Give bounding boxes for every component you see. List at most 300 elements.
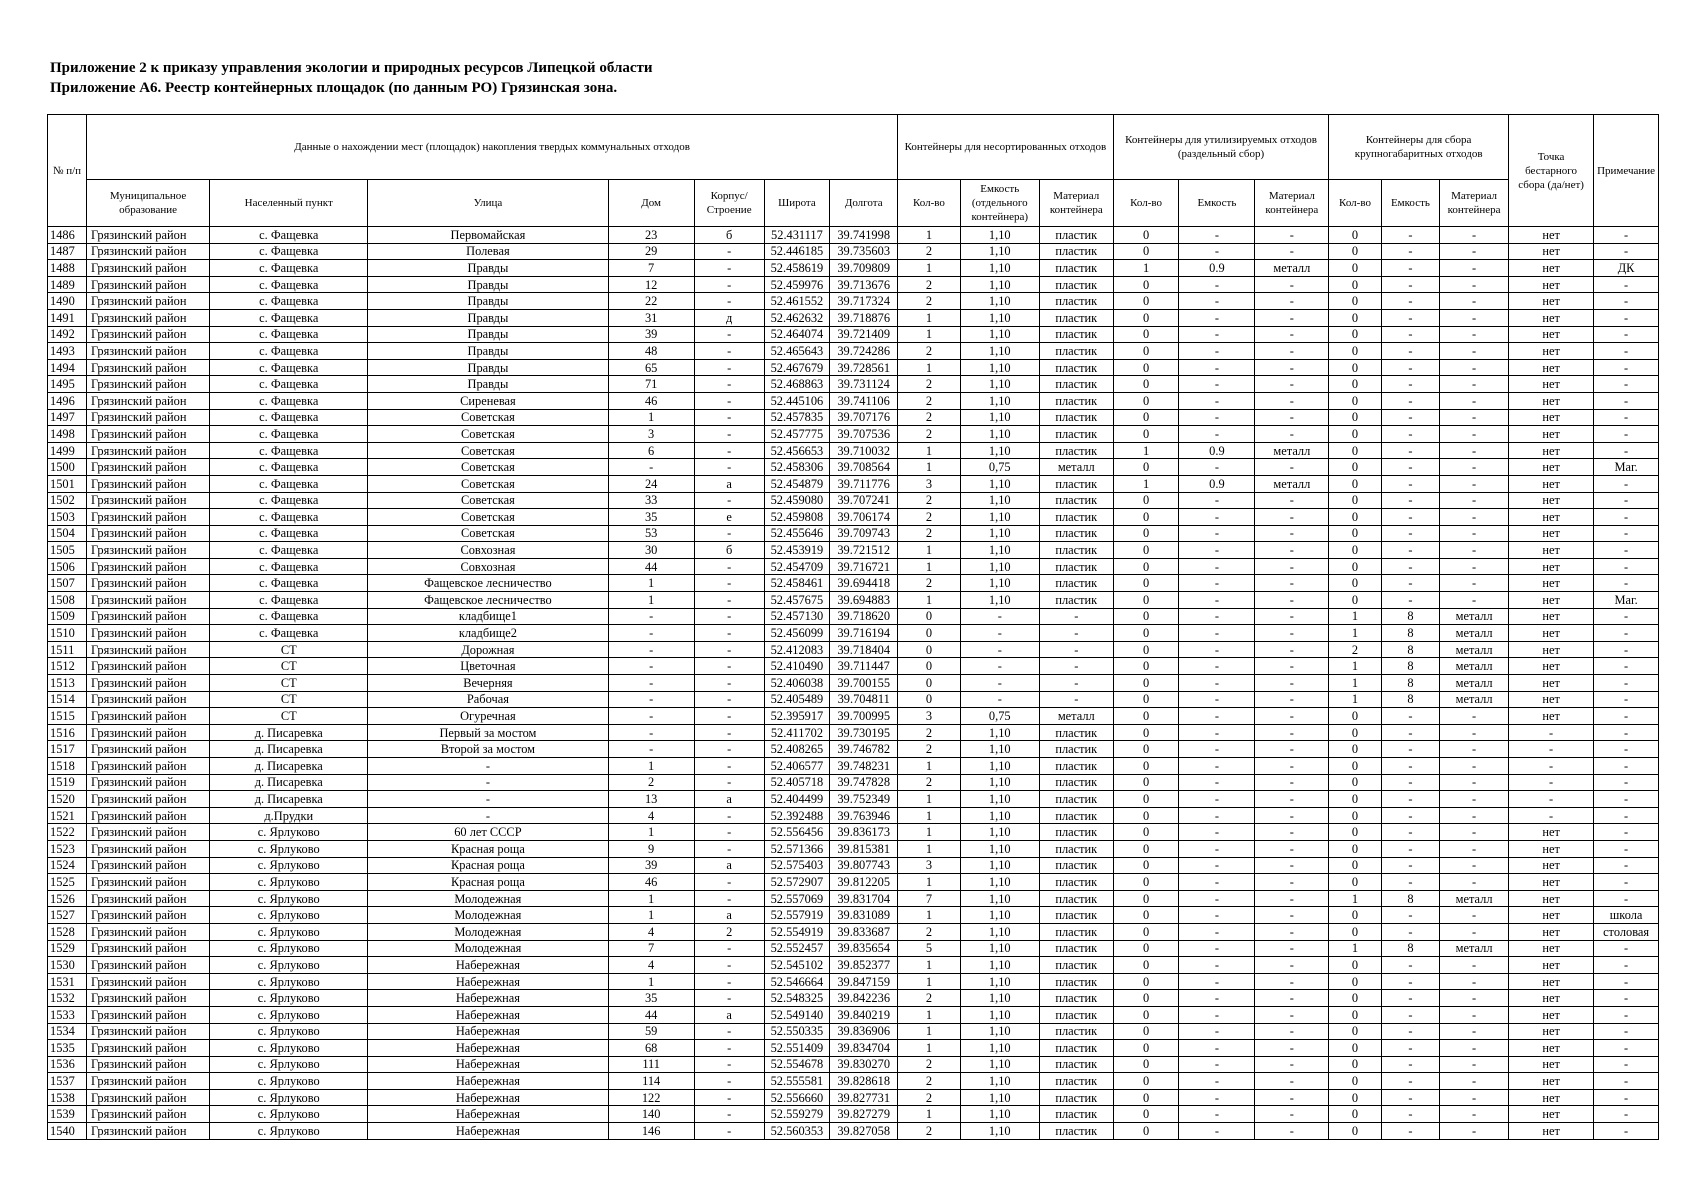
- table-row: [48, 1089, 1659, 1106]
- cell-u-material: пластик: [1039, 1056, 1113, 1073]
- cell-street: Правды: [368, 293, 608, 310]
- cell-u-material: пластик: [1039, 309, 1113, 326]
- cell-note: -: [1594, 824, 1659, 841]
- cell-municipality: Грязинский район: [87, 824, 210, 841]
- cell-r-count: 0: [1113, 824, 1179, 841]
- table-row: [48, 774, 1659, 791]
- cell-municipality: Грязинский район: [87, 741, 210, 758]
- cell-b-count: 0: [1329, 758, 1381, 775]
- cell-bagless: нет: [1508, 990, 1593, 1007]
- cell-street: Первомайская: [368, 227, 608, 244]
- cell-settlement: с. Фащевка: [210, 542, 368, 559]
- cell-note: -: [1594, 575, 1659, 592]
- cell-b-material: -: [1440, 475, 1509, 492]
- cell-r-material: -: [1255, 558, 1329, 575]
- cell-b-capacity: -: [1381, 475, 1440, 492]
- cell-lon: 39.706174: [830, 509, 898, 526]
- cell-street: Огуречная: [368, 708, 608, 725]
- cell-u-capacity: 1,10: [960, 409, 1039, 426]
- cell-r-material: металл: [1255, 442, 1329, 459]
- cell-r-count: 0: [1113, 309, 1179, 326]
- cell-building: -: [694, 675, 764, 692]
- table-row: [48, 376, 1659, 393]
- cell-house: 7: [608, 940, 694, 957]
- cell-street: Первый за мостом: [368, 724, 608, 741]
- cell-house: 140: [608, 1106, 694, 1123]
- cell-bagless: нет: [1508, 973, 1593, 990]
- cell-note: -: [1594, 890, 1659, 907]
- cell-num: 1528: [48, 923, 87, 940]
- table-row: [48, 459, 1659, 476]
- cell-building: -: [694, 874, 764, 891]
- cell-street: Набережная: [368, 957, 608, 974]
- cell-u-material: пластик: [1039, 227, 1113, 244]
- cell-r-count: 0: [1113, 492, 1179, 509]
- cell-num: 1502: [48, 492, 87, 509]
- cell-settlement: с. Фащевка: [210, 309, 368, 326]
- cell-u-count: 2: [898, 293, 961, 310]
- cell-r-material: -: [1255, 957, 1329, 974]
- cell-r-capacity: -: [1179, 957, 1255, 974]
- cell-r-material: -: [1255, 392, 1329, 409]
- cell-u-material: пластик: [1039, 857, 1113, 874]
- cell-r-material: металл: [1255, 475, 1329, 492]
- cell-lat: 52.406577: [764, 758, 830, 775]
- cell-b-capacity: -: [1381, 509, 1440, 526]
- cell-r-count: 0: [1113, 293, 1179, 310]
- cell-b-material: металл: [1440, 625, 1509, 642]
- cell-r-count: 0: [1113, 691, 1179, 708]
- cell-u-material: пластик: [1039, 774, 1113, 791]
- cell-note: -: [1594, 542, 1659, 559]
- cell-u-capacity: 1,10: [960, 475, 1039, 492]
- cell-u-capacity: 1,10: [960, 525, 1039, 542]
- cell-num: 1491: [48, 309, 87, 326]
- cell-bagless: нет: [1508, 1073, 1593, 1090]
- cell-r-count: 0: [1113, 840, 1179, 857]
- cell-street: кладбище1: [368, 608, 608, 625]
- cell-r-material: -: [1255, 309, 1329, 326]
- cell-u-count: 1: [898, 592, 961, 609]
- cell-bagless: нет: [1508, 309, 1593, 326]
- cell-building: а: [694, 857, 764, 874]
- cell-r-count: 0: [1113, 791, 1179, 808]
- cell-note: -: [1594, 326, 1659, 343]
- cell-municipality: Грязинский район: [87, 940, 210, 957]
- cell-b-capacity: -: [1381, 973, 1440, 990]
- cell-u-material: пластик: [1039, 1089, 1113, 1106]
- cell-note: -: [1594, 1089, 1659, 1106]
- table-row: [48, 824, 1659, 841]
- cell-r-material: -: [1255, 907, 1329, 924]
- cell-note: -: [1594, 840, 1659, 857]
- cell-municipality: Грязинский район: [87, 724, 210, 741]
- cell-num: 1515: [48, 708, 87, 725]
- cell-r-count: 1: [1113, 442, 1179, 459]
- cell-building: -: [694, 459, 764, 476]
- cell-municipality: Грязинский район: [87, 409, 210, 426]
- cell-lon: 39.834704: [830, 1040, 898, 1057]
- cell-r-capacity: -: [1179, 874, 1255, 891]
- cell-b-material: -: [1440, 227, 1509, 244]
- cell-bagless: нет: [1508, 840, 1593, 857]
- cell-settlement: с. Фащевка: [210, 625, 368, 642]
- cell-b-capacity: -: [1381, 426, 1440, 443]
- cell-municipality: Грязинский район: [87, 990, 210, 1007]
- cell-r-count: 0: [1113, 1073, 1179, 1090]
- cell-bagless: нет: [1508, 907, 1593, 924]
- col-r-count: Кол-во: [1113, 180, 1179, 227]
- cell-building: д: [694, 309, 764, 326]
- cell-municipality: Грязинский район: [87, 326, 210, 343]
- col-building: Корпус/ Строение: [694, 180, 764, 227]
- cell-note: -: [1594, 973, 1659, 990]
- cell-bagless: нет: [1508, 691, 1593, 708]
- cell-lon: 39.747828: [830, 774, 898, 791]
- cell-b-material: -: [1440, 1073, 1509, 1090]
- table-row: [48, 509, 1659, 526]
- table-row: [48, 724, 1659, 741]
- cell-house: -: [608, 641, 694, 658]
- cell-lat: 52.457775: [764, 426, 830, 443]
- cell-building: -: [694, 1023, 764, 1040]
- cell-street: Молодежная: [368, 890, 608, 907]
- table-row: [48, 243, 1659, 260]
- cell-street: Красная роща: [368, 857, 608, 874]
- cell-bagless: нет: [1508, 276, 1593, 293]
- cell-house: -: [608, 459, 694, 476]
- cell-lon: 39.700155: [830, 675, 898, 692]
- cell-lon: 39.840219: [830, 1006, 898, 1023]
- cell-num: 1538: [48, 1089, 87, 1106]
- cell-num: 1524: [48, 857, 87, 874]
- cell-house: 71: [608, 376, 694, 393]
- cell-r-count: 0: [1113, 708, 1179, 725]
- cell-b-material: -: [1440, 309, 1509, 326]
- cell-municipality: Грязинский район: [87, 641, 210, 658]
- cell-r-count: 0: [1113, 1056, 1179, 1073]
- cell-b-count: 2: [1329, 641, 1381, 658]
- cell-b-count: 0: [1329, 525, 1381, 542]
- cell-u-material: пластик: [1039, 343, 1113, 360]
- cell-u-count: 2: [898, 1089, 961, 1106]
- cell-lat: 52.457835: [764, 409, 830, 426]
- cell-u-count: 1: [898, 907, 961, 924]
- cell-b-capacity: -: [1381, 227, 1440, 244]
- cell-lon: 39.827058: [830, 1123, 898, 1140]
- cell-b-count: 0: [1329, 227, 1381, 244]
- cell-note: -: [1594, 691, 1659, 708]
- cell-lon: 39.707241: [830, 492, 898, 509]
- cell-u-capacity: 1,10: [960, 1073, 1039, 1090]
- cell-b-count: 0: [1329, 392, 1381, 409]
- cell-lat: 52.550335: [764, 1023, 830, 1040]
- table-row: [48, 276, 1659, 293]
- cell-r-capacity: -: [1179, 857, 1255, 874]
- cell-r-count: 0: [1113, 575, 1179, 592]
- col-num: № п/п: [48, 115, 87, 227]
- cell-house: 44: [608, 1006, 694, 1023]
- cell-r-capacity: -: [1179, 840, 1255, 857]
- cell-municipality: Грязинский район: [87, 392, 210, 409]
- cell-r-material: -: [1255, 857, 1329, 874]
- cell-lon: 39.711447: [830, 658, 898, 675]
- cell-lon: 39.708564: [830, 459, 898, 476]
- cell-lat: 52.546664: [764, 973, 830, 990]
- cell-municipality: Грязинский район: [87, 243, 210, 260]
- cell-note: -: [1594, 874, 1659, 891]
- cell-house: 68: [608, 1040, 694, 1057]
- cell-settlement: СТ: [210, 708, 368, 725]
- cell-note: Маг.: [1594, 459, 1659, 476]
- cell-b-material: -: [1440, 741, 1509, 758]
- cell-r-count: 0: [1113, 1023, 1179, 1040]
- cell-b-material: -: [1440, 1106, 1509, 1123]
- cell-u-capacity: 1,10: [960, 293, 1039, 310]
- cell-b-material: металл: [1440, 890, 1509, 907]
- cell-u-capacity: 1,10: [960, 907, 1039, 924]
- cell-street: Красная роща: [368, 874, 608, 891]
- cell-r-material: -: [1255, 276, 1329, 293]
- table-row: [48, 675, 1659, 692]
- cell-settlement: с. Фащевка: [210, 525, 368, 542]
- cell-r-material: -: [1255, 243, 1329, 260]
- table-row: [48, 343, 1659, 360]
- cell-street: -: [368, 758, 608, 775]
- cell-u-material: пластик: [1039, 442, 1113, 459]
- cell-settlement: с. Фащевка: [210, 442, 368, 459]
- cell-b-count: 0: [1329, 243, 1381, 260]
- cell-settlement: с. Ярлуково: [210, 1056, 368, 1073]
- cell-u-material: пластик: [1039, 990, 1113, 1007]
- cell-b-count: 0: [1329, 509, 1381, 526]
- cell-r-material: -: [1255, 509, 1329, 526]
- cell-r-material: -: [1255, 293, 1329, 310]
- cell-b-capacity: -: [1381, 492, 1440, 509]
- cell-r-material: -: [1255, 890, 1329, 907]
- cell-r-capacity: -: [1179, 575, 1255, 592]
- cell-b-count: 0: [1329, 990, 1381, 1007]
- cell-lat: 52.572907: [764, 874, 830, 891]
- cell-num: 1520: [48, 791, 87, 808]
- cell-lat: 52.457675: [764, 592, 830, 609]
- cell-b-count: 0: [1329, 807, 1381, 824]
- cell-num: 1504: [48, 525, 87, 542]
- cell-building: -: [694, 492, 764, 509]
- cell-r-capacity: -: [1179, 807, 1255, 824]
- table-row: [48, 608, 1659, 625]
- cell-settlement: с. Ярлуково: [210, 940, 368, 957]
- table-row: [48, 227, 1659, 244]
- cell-r-capacity: -: [1179, 1056, 1255, 1073]
- cell-b-capacity: -: [1381, 459, 1440, 476]
- cell-building: а: [694, 1006, 764, 1023]
- cell-lon: 39.721512: [830, 542, 898, 559]
- cell-u-capacity: 1,10: [960, 774, 1039, 791]
- cell-bagless: -: [1508, 758, 1593, 775]
- cell-num: 1509: [48, 608, 87, 625]
- cell-street: Сиреневая: [368, 392, 608, 409]
- cell-settlement: с. Фащевка: [210, 575, 368, 592]
- cell-u-material: -: [1039, 658, 1113, 675]
- cell-street: Совхозная: [368, 558, 608, 575]
- cell-lat: 52.408265: [764, 741, 830, 758]
- cell-building: -: [694, 260, 764, 277]
- cell-municipality: Грязинский район: [87, 923, 210, 940]
- cell-b-capacity: -: [1381, 857, 1440, 874]
- table-row: [48, 940, 1659, 957]
- cell-u-count: 2: [898, 525, 961, 542]
- cell-house: 35: [608, 990, 694, 1007]
- cell-num: 1495: [48, 376, 87, 393]
- cell-u-count: 1: [898, 1040, 961, 1057]
- cell-u-material: пластик: [1039, 326, 1113, 343]
- col-u-material: Материал контейнера: [1039, 180, 1113, 227]
- cell-building: -: [694, 392, 764, 409]
- cell-b-material: -: [1440, 392, 1509, 409]
- cell-house: 30: [608, 542, 694, 559]
- cell-bagless: нет: [1508, 376, 1593, 393]
- cell-u-capacity: -: [960, 625, 1039, 642]
- cell-b-material: -: [1440, 1089, 1509, 1106]
- table-row: [48, 525, 1659, 542]
- cell-u-count: 0: [898, 691, 961, 708]
- cell-street: Молодежная: [368, 940, 608, 957]
- cell-lat: 52.455646: [764, 525, 830, 542]
- cell-u-capacity: 1,10: [960, 724, 1039, 741]
- cell-r-material: -: [1255, 807, 1329, 824]
- cell-bagless: нет: [1508, 625, 1593, 642]
- cell-house: -: [608, 675, 694, 692]
- cell-lat: 52.556456: [764, 824, 830, 841]
- cell-municipality: Грязинский район: [87, 1073, 210, 1090]
- table-row: [48, 957, 1659, 974]
- cell-b-count: 0: [1329, 426, 1381, 443]
- cell-u-material: пластик: [1039, 575, 1113, 592]
- cell-municipality: Грязинский район: [87, 840, 210, 857]
- cell-building: -: [694, 608, 764, 625]
- cell-r-capacity: -: [1179, 658, 1255, 675]
- table-row: [48, 359, 1659, 376]
- cell-settlement: с. Фащевка: [210, 359, 368, 376]
- cell-building: -: [694, 758, 764, 775]
- cell-u-material: -: [1039, 691, 1113, 708]
- cell-b-material: -: [1440, 708, 1509, 725]
- cell-u-count: 0: [898, 675, 961, 692]
- cell-bagless: нет: [1508, 509, 1593, 526]
- cell-u-capacity: 1,10: [960, 509, 1039, 526]
- cell-r-capacity: -: [1179, 1123, 1255, 1140]
- cell-house: 1: [608, 907, 694, 924]
- cell-note: -: [1594, 758, 1659, 775]
- cell-u-material: пластик: [1039, 840, 1113, 857]
- cell-bagless: нет: [1508, 392, 1593, 409]
- cell-municipality: Грязинский район: [87, 973, 210, 990]
- cell-lon: 39.716194: [830, 625, 898, 642]
- cell-house: -: [608, 608, 694, 625]
- cell-b-count: 0: [1329, 492, 1381, 509]
- cell-street: -: [368, 791, 608, 808]
- cell-bagless: -: [1508, 724, 1593, 741]
- cell-building: -: [694, 824, 764, 841]
- cell-lat: 52.404499: [764, 791, 830, 808]
- cell-num: 1486: [48, 227, 87, 244]
- cell-settlement: с. Фащевка: [210, 260, 368, 277]
- cell-lon: 39.752349: [830, 791, 898, 808]
- cell-r-capacity: -: [1179, 426, 1255, 443]
- cell-u-count: 2: [898, 376, 961, 393]
- cell-bagless: нет: [1508, 874, 1593, 891]
- cell-b-count: 0: [1329, 326, 1381, 343]
- cell-house: 4: [608, 923, 694, 940]
- cell-u-count: 2: [898, 392, 961, 409]
- cell-u-material: пластик: [1039, 758, 1113, 775]
- cell-bagless: нет: [1508, 575, 1593, 592]
- cell-street: Набережная: [368, 1073, 608, 1090]
- cell-house: 24: [608, 475, 694, 492]
- cell-lon: 39.694883: [830, 592, 898, 609]
- cell-lat: 52.405718: [764, 774, 830, 791]
- cell-municipality: Грязинский район: [87, 608, 210, 625]
- cell-b-material: -: [1440, 575, 1509, 592]
- cell-lon: 39.833687: [830, 923, 898, 940]
- cell-note: -: [1594, 426, 1659, 443]
- cell-u-count: 1: [898, 359, 961, 376]
- table-row: [48, 1073, 1659, 1090]
- cell-lat: 52.405489: [764, 691, 830, 708]
- cell-b-capacity: 8: [1381, 675, 1440, 692]
- cell-settlement: с. Ярлуково: [210, 907, 368, 924]
- cell-u-count: 1: [898, 227, 961, 244]
- cell-r-capacity: -: [1179, 724, 1255, 741]
- cell-municipality: Грязинский район: [87, 1089, 210, 1106]
- cell-house: 44: [608, 558, 694, 575]
- cell-lon: 39.812205: [830, 874, 898, 891]
- cell-num: 1508: [48, 592, 87, 609]
- cell-b-count: 0: [1329, 774, 1381, 791]
- cell-b-count: 0: [1329, 558, 1381, 575]
- cell-r-material: -: [1255, 990, 1329, 1007]
- cell-u-capacity: 1,10: [960, 840, 1039, 857]
- cell-street: Набережная: [368, 990, 608, 1007]
- cell-num: 1536: [48, 1056, 87, 1073]
- cell-municipality: Грязинский район: [87, 957, 210, 974]
- cell-r-capacity: -: [1179, 923, 1255, 940]
- cell-note: -: [1594, 475, 1659, 492]
- cell-house: 29: [608, 243, 694, 260]
- cell-r-count: 0: [1113, 392, 1179, 409]
- cell-house: 1: [608, 592, 694, 609]
- cell-b-capacity: -: [1381, 309, 1440, 326]
- table-row: [48, 426, 1659, 443]
- cell-lon: 39.710032: [830, 442, 898, 459]
- cell-u-capacity: 1,10: [960, 426, 1039, 443]
- cell-b-capacity: 8: [1381, 641, 1440, 658]
- cell-r-count: 0: [1113, 973, 1179, 990]
- cell-street: Советская: [368, 492, 608, 509]
- cell-b-material: -: [1440, 592, 1509, 609]
- cell-u-material: пластик: [1039, 426, 1113, 443]
- cell-lon: 39.721409: [830, 326, 898, 343]
- cell-house: 48: [608, 343, 694, 360]
- cell-b-capacity: -: [1381, 774, 1440, 791]
- cell-r-count: 0: [1113, 542, 1179, 559]
- cell-b-count: 1: [1329, 675, 1381, 692]
- cell-r-capacity: -: [1179, 1040, 1255, 1057]
- cell-street: Молодежная: [368, 923, 608, 940]
- cell-u-capacity: 1,10: [960, 542, 1039, 559]
- cell-r-count: 0: [1113, 1123, 1179, 1140]
